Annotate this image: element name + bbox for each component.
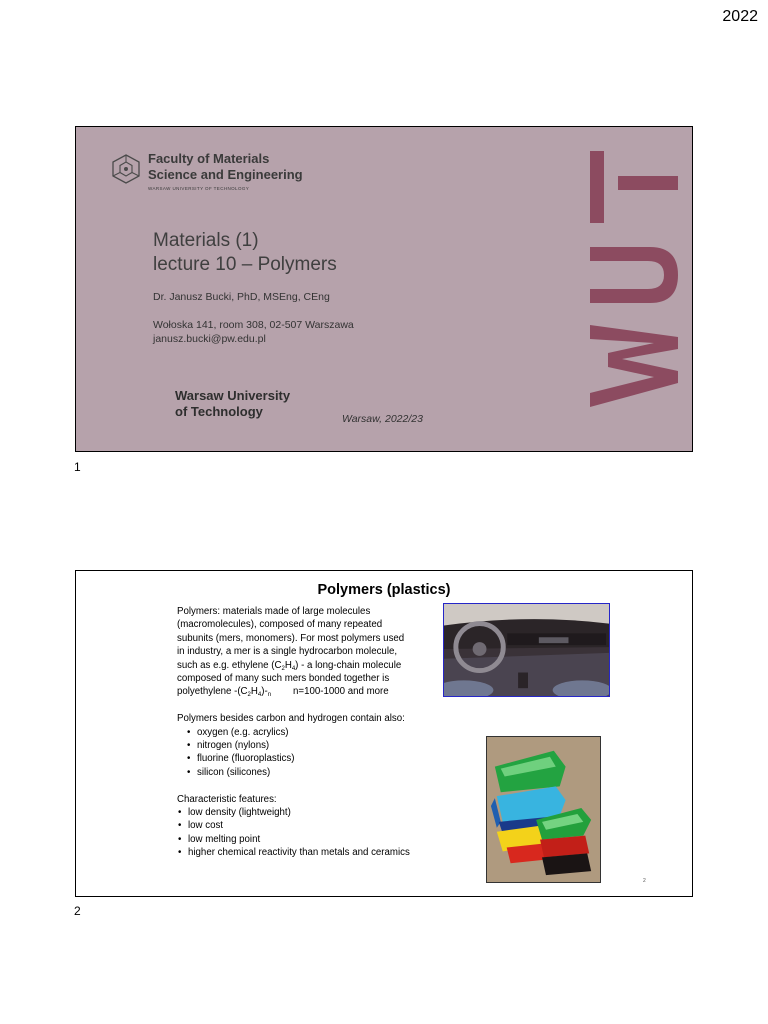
body-line: subunits (mers, monomers). For most polymers used (177, 632, 405, 644)
list-item: • higher chemical reactivity than metals and ceramics (177, 846, 439, 859)
body-line: Polymers: materials made of large molecules (177, 606, 371, 617)
list-item: • nitrogen (nylons) (186, 739, 439, 752)
slide-1-title-slide (75, 126, 693, 452)
list-item: • low cost (177, 819, 439, 832)
year-label: 2022 (722, 8, 758, 25)
list-item: • low density (lightweight) (177, 806, 439, 819)
university-name: Warsaw University of Technology (175, 388, 291, 419)
slide-title: Polymers (plastics) (317, 582, 451, 598)
body-line-ethylene: such as e.g. ethylene $(C_2H_4)$ - a long-chain molecule (177, 659, 402, 672)
body-line: in industry, a mer is a single hydrocarbon molecule, (177, 646, 398, 658)
slide-number-2: 2 (74, 904, 81, 918)
lecturer-address: Wołoska 141, room 308, 02-507 Warszawa janusz.bucki@pw.edu.pl (153, 319, 354, 345)
list-item: • low melting point (177, 833, 439, 846)
plastic-bins-image (486, 736, 601, 883)
car-interior-image (443, 603, 610, 697)
features-list (177, 806, 439, 860)
faculty-logo-icon (110, 153, 142, 185)
slide-2-polymers (75, 570, 693, 897)
features-intro: Characteristic features: (177, 793, 277, 805)
body-line: composed of many such mers bonded together is (177, 673, 390, 685)
elements-list (177, 726, 439, 780)
n-range: n=100-1000 and more (293, 686, 389, 698)
list-item: • fluorine (fluoroplastics) (186, 752, 439, 765)
body-line: (macromolecules), composed of many repeated (177, 619, 383, 631)
faculty-name: Faculty of Materials Science and Engineering (148, 151, 303, 182)
slide-page-marker: 2 (643, 878, 646, 884)
slide-number-1: 1 (74, 460, 81, 474)
lecturer-email: janusz.bucki@pw.edu.pl (153, 333, 266, 345)
slide-body (177, 605, 439, 860)
place-and-date: Warsaw, 2022/23 (342, 413, 423, 425)
list-item: • oxygen (e.g. acrylics) (186, 726, 439, 739)
list-item: • silicon (silicones) (186, 766, 439, 779)
elements-intro: Polymers besides carbon and hydrogen contain also: (177, 713, 405, 725)
lecture-title: Materials (1) lecture 10 – Polymers (153, 230, 337, 275)
body-line-polyethylene: polyethylene $-(C_2H_4)-_n$ n=100-1000 and more (177, 686, 389, 699)
faculty-subtitle: WARSAW UNIVERSITY OF TECHNOLOGY (148, 186, 250, 191)
wut-logo (588, 145, 680, 423)
lecturer-name: Dr. Janusz Bucki, PhD, MSEng, CEng (153, 291, 330, 303)
